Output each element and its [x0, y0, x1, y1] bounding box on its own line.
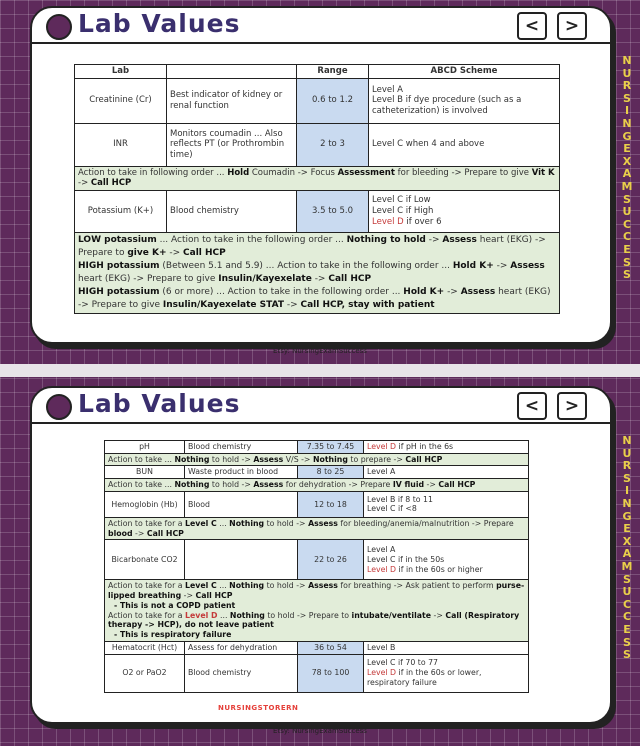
action-text [105, 517, 529, 539]
lab-range: 22 to 26 [298, 540, 364, 580]
action-row-hemoglobin [105, 517, 529, 539]
text-span: blood [108, 528, 133, 538]
page2-header [32, 388, 610, 424]
text-span: HIGH potassium [78, 287, 160, 298]
prev-button[interactable]: < [517, 12, 547, 40]
table-row-o2 [105, 654, 529, 692]
table-row-creatinine [75, 78, 560, 123]
table-header-row [75, 65, 560, 79]
level-d-text: Level D [367, 668, 397, 678]
scheme-line: Level C if 70 to 77 [367, 658, 438, 668]
side-letter: N [622, 54, 632, 67]
lab-range: 0.6 to 1.2 [297, 78, 369, 123]
text-span: to hold -> [209, 454, 254, 464]
nursingstorern-logo: NURSINGSTORERN [218, 704, 299, 712]
text-span: to hold -> [264, 581, 309, 591]
note-line [108, 630, 525, 640]
text-span: if pH in the 6s [396, 442, 454, 451]
side-letter: E [623, 242, 631, 256]
text-span: Insulin/Kayexelate [218, 274, 312, 285]
potassium-notes [75, 232, 560, 313]
lab-range: 12 to 18 [298, 491, 364, 517]
header-lab: Lab [75, 65, 167, 79]
side-letter: C [622, 597, 632, 611]
lab-name: Bicarbonate CO2 [105, 540, 185, 580]
text-span: for dehydration -> Prepare [283, 480, 393, 490]
side-letter: I [624, 484, 630, 498]
text-span: Call HCP [328, 274, 372, 285]
side-letter: S [623, 268, 631, 282]
text-span: (Between 5.1 and 5.9) ... Action to take in the following order ... [159, 260, 453, 271]
scheme-line [372, 217, 556, 228]
lab-desc: Blood chemistry [185, 654, 298, 692]
scheme-line: Level C if <8 [367, 504, 417, 514]
side-letter: S [623, 255, 631, 269]
text-span: ... [217, 610, 230, 620]
lab-range: 2 to 3 [297, 123, 369, 166]
lab-name: Hematocrit (Hct) [105, 641, 185, 654]
side-letter: E [623, 622, 631, 636]
side-letter: A [622, 167, 632, 181]
lab-name: INR [75, 123, 167, 166]
page1-footer: Etsy: NursingExamSuccess [273, 347, 367, 355]
lab-range: 8 to 25 [298, 466, 364, 479]
text-span: Level C [185, 581, 217, 591]
bullet-icon [46, 14, 72, 40]
lab-desc: Waste product in blood [185, 466, 298, 479]
text-span: for bleeding -> Prepare to give [394, 167, 532, 178]
text-span: to hold -> [209, 480, 254, 490]
page2-title: Lab Values [78, 389, 241, 418]
text-span: Action to take in following order ... [78, 167, 228, 178]
scheme-line [367, 668, 525, 687]
text-span: Assess [308, 518, 338, 528]
header-scheme: ABCD Scheme [369, 65, 560, 79]
text-span: purse-lipped breathing [108, 581, 525, 601]
text-span: Assess [253, 480, 284, 490]
text-span: Insulin/Kayexelate STAT [162, 300, 284, 311]
text-span: -> [444, 287, 461, 298]
side-letter: M [621, 179, 633, 193]
text-span: Call HCP [146, 528, 184, 538]
text-span: to hold -> Prepare to [264, 610, 352, 620]
scheme-line: Level A [367, 545, 396, 555]
lab-name: BUN [105, 466, 185, 479]
scheme-line: Level C if in the 50s [367, 555, 445, 565]
side-letter: M [621, 559, 633, 573]
side-letter: C [622, 610, 632, 624]
level-d-text: Level D [372, 216, 404, 227]
side-letter: N [622, 434, 632, 447]
lab-desc: Blood chemistry [167, 190, 297, 232]
table-row-bicarbonate [105, 540, 529, 580]
side-letter: C [622, 230, 632, 244]
lab-scheme [364, 540, 529, 580]
text-span: (6 or more) ... Action to take in the following order ... [159, 287, 404, 298]
prev-button[interactable]: < [517, 392, 547, 420]
side-letter: S [623, 648, 631, 662]
lab-scheme: Level A [364, 466, 529, 479]
action-row-bicarbonate [105, 580, 529, 641]
text-span: for breathing -> Ask patient to perform [337, 581, 497, 591]
text-span: Assess [308, 581, 338, 591]
side-letter: G [622, 129, 632, 143]
text-span: Assess [253, 454, 284, 464]
lab-desc: Assess for dehydration [185, 641, 298, 654]
text-span: Action to take for a [108, 581, 186, 591]
scheme-line [367, 565, 525, 575]
text-span: intubate/ventilate [351, 610, 432, 620]
text-span: IV fluid [392, 480, 425, 490]
lab-range: 78 to 100 [298, 654, 364, 692]
action-text [105, 453, 529, 466]
text-span: -> [283, 300, 301, 311]
text-span: -> [431, 610, 446, 620]
side-letter: C [622, 217, 632, 231]
text-span: Call HCP, stay with patient [300, 300, 435, 311]
side-letter: I [624, 104, 630, 118]
text-span: -> [132, 528, 147, 538]
side-letter: S [623, 471, 631, 485]
text-span: Level C [185, 518, 217, 528]
lab-desc: Blood chemistry [185, 441, 298, 454]
text-span: if in the 60s or lower, respiratory failure [367, 668, 482, 687]
side-letter: X [622, 154, 632, 168]
text-span: Vit K [531, 167, 555, 178]
table-row-ph [105, 441, 529, 454]
text-span: Call HCP [183, 247, 226, 258]
text-span: Action to take for a [108, 610, 186, 620]
note-line [108, 601, 525, 611]
lab-scheme [364, 654, 529, 692]
lab-name: pH [105, 441, 185, 454]
side-text-bottom [620, 435, 634, 662]
text-span: HIGH potassium [78, 260, 160, 271]
note-high-k [78, 260, 556, 286]
scheme-line: Level C if Low [372, 195, 431, 206]
next-button[interactable]: > [557, 392, 587, 420]
action-text [105, 580, 529, 641]
text-span: for bleeding/anemia/malnutrition -> Prepare [337, 518, 514, 528]
side-letter: N [622, 116, 632, 130]
next-button[interactable]: > [557, 12, 587, 40]
lab-name: Hemoglobin (Hb) [105, 491, 185, 517]
lab-scheme [369, 190, 560, 232]
side-letter: E [623, 142, 631, 156]
page1-lab-table [74, 64, 560, 314]
page1-title: Lab Values [78, 9, 241, 38]
action-row-bun [105, 479, 529, 492]
action-level-c [108, 581, 525, 600]
text-span: Assessment [337, 167, 395, 178]
text-span: -> [181, 591, 196, 601]
note-low-k [78, 234, 556, 260]
table-row-inr [75, 123, 560, 166]
lab-range: 3.5 to 5.0 [297, 190, 369, 232]
text-span: Action to take ... [108, 480, 175, 490]
action-row-potassium [75, 232, 560, 313]
text-span: ... Action to take in the following order ... [156, 234, 347, 245]
side-letter: G [622, 509, 632, 523]
text-span: Hold K+ [452, 260, 494, 271]
text-span: Nothing [229, 610, 265, 620]
lab-desc: Monitors coumadin ... Also reflects PT (or Prothrombin time) [167, 123, 297, 166]
side-letter: N [622, 496, 632, 510]
action-text [105, 479, 529, 492]
text-span: if in the 60s or higher [396, 564, 483, 574]
action-text [75, 166, 560, 190]
table-row-potassium [75, 190, 560, 232]
text-span: Coumadin -> Focus [249, 167, 338, 178]
page2-lab-table [104, 440, 529, 693]
header-range: Range [297, 65, 369, 79]
lab-desc: Blood [185, 491, 298, 517]
page2-footer: Etsy: NursingExamSuccess [273, 727, 367, 735]
side-letter: S [623, 635, 631, 649]
table-row-bun [105, 466, 529, 479]
text-span: Nothing [174, 454, 210, 464]
text-span: Nothing [174, 480, 210, 490]
side-letter: U [622, 66, 632, 80]
text-span: Call HCP [90, 178, 132, 189]
action-row-ph [105, 453, 529, 466]
note-very-high-k [78, 286, 556, 312]
page-divider [0, 364, 640, 377]
lab-scheme: Level C when 4 and above [369, 123, 560, 166]
text-span: heart (EKG) -> Prepare to [78, 234, 546, 258]
lab-desc: Best indicator of kidney or renal function [167, 78, 297, 123]
scheme-line: Level B if dye procedure (such as a catheterization) is involved [372, 95, 522, 116]
side-letter: R [622, 79, 632, 93]
lab-name: Creatinine (Cr) [75, 78, 167, 123]
side-letter: X [622, 534, 632, 548]
action-row-inr [75, 166, 560, 190]
page1-header [32, 8, 610, 44]
level-d-text: Level D [367, 564, 397, 574]
scheme-line: Level C if High [372, 206, 434, 217]
text-span: Nothing [229, 581, 265, 591]
text-span: Hold [227, 167, 250, 178]
action-level-d [108, 611, 525, 630]
text-span: Assess [510, 260, 545, 271]
text-span: V/S -> [283, 454, 313, 464]
side-letter: U [622, 446, 632, 460]
lab-name: Potassium (K+) [75, 190, 167, 232]
text-span: ... [216, 581, 230, 591]
text-span: -> [78, 178, 91, 189]
text-span: LOW potassium [78, 234, 157, 245]
level-d-text: Level D [367, 442, 397, 451]
scheme-line: Level A [372, 84, 403, 95]
lab-scheme: Level B [364, 641, 529, 654]
text-span: Call HCP [438, 480, 476, 490]
text-span: - This is respiratory failure [114, 630, 232, 640]
text-span: Assess [460, 287, 496, 298]
text-span: Nothing [312, 454, 348, 464]
text-span: Action to take ... [108, 454, 175, 464]
text-span: Call HCP [195, 591, 233, 601]
table-row-hematocrit [105, 641, 529, 654]
text-span: Call HCP [405, 454, 443, 464]
text-span: Action to take for a [108, 518, 186, 528]
text-span: -> [425, 234, 443, 245]
side-letter: S [623, 192, 631, 206]
text-span: Call (Respiratory therapy -> HCP), do not leave patient [108, 610, 520, 630]
text-span: - This is not a COPD patient [114, 600, 236, 610]
text-span: give K+ [127, 247, 167, 258]
text-span: -> [424, 480, 439, 490]
side-letter: U [622, 205, 632, 219]
side-letter: E [623, 522, 631, 536]
text-span: -> [166, 247, 184, 258]
text-span: heart (EKG) -> Prepare to give [78, 287, 551, 311]
text-span: Hold K+ [403, 287, 445, 298]
lab-desc [185, 540, 298, 580]
text-span: -> [311, 274, 329, 285]
lab-range: 7.35 to 7.45 [298, 441, 364, 454]
text-span: Assess [442, 234, 477, 245]
text-span: if over 6 [403, 216, 442, 227]
bullet-icon [46, 394, 72, 420]
lab-name: O2 or PaO2 [105, 654, 185, 692]
text-span: -> [493, 260, 511, 271]
text-span: Nothing [229, 518, 265, 528]
side-text-top [620, 55, 634, 282]
level-d-text: Level D [185, 610, 218, 620]
scheme-line: Level B if 8 to 11 [367, 494, 433, 504]
header-desc [167, 65, 297, 79]
lab-scheme [369, 78, 560, 123]
text-span: ... [216, 518, 230, 528]
text-span: Nothing to hold [346, 234, 426, 245]
text-span: to hold -> [264, 518, 309, 528]
side-letter: S [623, 572, 631, 586]
side-letter: R [622, 459, 632, 473]
side-letter: A [622, 547, 632, 561]
lab-range: 36 to 54 [298, 641, 364, 654]
text-span: to prepare -> [347, 454, 406, 464]
text-span: heart (EKG) -> Prepare to give [78, 274, 219, 285]
lab-scheme [364, 441, 529, 454]
lab-scheme [364, 491, 529, 517]
table-row-hemoglobin [105, 491, 529, 517]
side-letter: S [623, 91, 631, 105]
side-letter: U [622, 585, 632, 599]
